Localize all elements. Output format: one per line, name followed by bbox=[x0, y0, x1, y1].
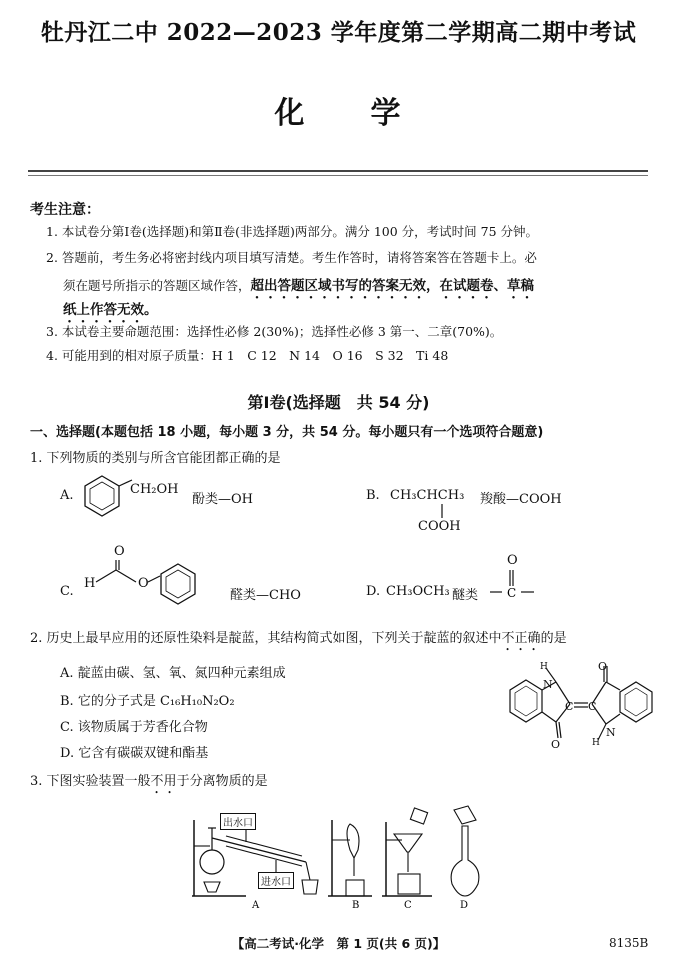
indigo-h-top: H bbox=[540, 662, 548, 672]
q2-option-c: C. 该物质属于芳香化合物 bbox=[60, 720, 208, 735]
indigo-structure bbox=[508, 660, 658, 760]
q1-option-a-label: A. bbox=[60, 488, 74, 503]
carbonyl-structure bbox=[488, 566, 538, 600]
q1-option-c-o-mid: O bbox=[138, 576, 149, 591]
q1-option-c-o-top: O bbox=[114, 544, 125, 559]
q2-option-b: B. 它的分子式是 C₁₆H₁₀N₂O₂ bbox=[60, 694, 235, 709]
q1-option-a-class: 酚类—OH bbox=[192, 492, 253, 507]
notice-item-3: 3. 本试卷主要命题范围：选择性必修 2(30%)；选择性必修 3 第一、二章(70%)。 bbox=[46, 324, 503, 339]
indigo-n-top: N bbox=[543, 678, 553, 691]
q1-option-b-label: B. bbox=[366, 488, 380, 503]
q1-option-b-formula: CH₃CHCH₃ bbox=[390, 488, 465, 503]
q2-option-d: D. 它含有碳碳双键和酯基 bbox=[60, 746, 209, 761]
q1-option-b-class: 羧酸—COOH bbox=[480, 492, 562, 507]
q1-option-d-formula: CH₃OCH₃ bbox=[386, 584, 450, 599]
benzene-ring-a bbox=[82, 472, 142, 522]
q1-option-b-substituent: COOH bbox=[418, 519, 461, 534]
svg-text:D: D bbox=[460, 900, 469, 911]
q2-option-a: A. 靛蓝由碳、氢、氧、氮四种元素组成 bbox=[60, 666, 286, 681]
q1-option-b-bond bbox=[440, 504, 444, 520]
notice-item-4: 4. 可能用到的相对原子质量：H 1 C 12 N 14 O 16 S 32 Ti 48 bbox=[46, 348, 449, 363]
indigo-c-left: C bbox=[565, 700, 574, 713]
svg-text:A: A bbox=[252, 900, 260, 911]
water-inlet-label: 进水口 bbox=[258, 872, 294, 889]
q1-option-a-formula: CH₂OH bbox=[130, 482, 179, 497]
notice-item-2-emphasis: 超出答题区域书写的答案无效，在试题卷、草稿 bbox=[250, 278, 535, 294]
q3-stem-pre: 3. 下图实验装置一般 bbox=[30, 774, 151, 789]
exam-code: 8135B bbox=[609, 936, 649, 950]
svg-text:C: C bbox=[404, 900, 412, 911]
q1-option-d-label: D. bbox=[366, 584, 381, 599]
q2-stem-pre: 2. 历史上最早应用的还原性染料是靛蓝，其结构简式如图，下列关于靛蓝的叙述中 bbox=[30, 631, 502, 646]
q1-option-d-o: O bbox=[507, 553, 518, 568]
indigo-o-top: O bbox=[598, 660, 608, 673]
notice-item-1: 1. 本试卷分第Ⅰ卷(选择题)和第Ⅱ卷(非选择题)两部分。满分 100 分，考试时间 75 分钟。 bbox=[46, 224, 538, 239]
q3-stem-post: 于分离物质的是 bbox=[176, 774, 268, 789]
q1-stem: 1. 下列物质的类别与所含官能团都正确的是 bbox=[30, 451, 281, 466]
q1-option-c-class: 醛类—CHO bbox=[230, 588, 301, 603]
notice-item-2-cont-text: 须在题号所指示的答题区域作答， bbox=[63, 278, 251, 293]
notice-title: 考生注意： bbox=[30, 202, 100, 218]
indigo-o-bottom: O bbox=[551, 738, 561, 751]
header-rule-thin bbox=[28, 175, 648, 176]
q2-stem bbox=[30, 627, 567, 654]
indigo-c-right: C bbox=[588, 700, 597, 713]
svg-text:C: C bbox=[507, 586, 517, 600]
svg-text:B: B bbox=[352, 900, 360, 911]
q1-option-c-h: H bbox=[84, 576, 96, 591]
q3-stem-emphasis: 不用 bbox=[150, 774, 177, 789]
indigo-n-bottom: N bbox=[606, 726, 616, 739]
q2-stem-post: 的是 bbox=[540, 631, 567, 646]
water-outlet-label: 出水口 bbox=[220, 813, 256, 830]
q3-stem bbox=[30, 770, 268, 797]
q1-option-d-class: 醚类 bbox=[452, 588, 479, 603]
part-instructions: 一、选择题(本题包括 18 小题，每小题 3 分，共 54 分。每小题只有一个选项符合题意) bbox=[30, 425, 544, 440]
q1-option-c-label: C. bbox=[60, 584, 74, 599]
notice-item-2: 2. 答题前，考生务必将密封线内项目填写清楚。考生作答时，请将答案答在答题卡上。必 bbox=[46, 250, 537, 265]
page-footer: 【高二考试·化学 第 1 页(共 6 页)】 bbox=[231, 936, 446, 951]
section-title: 第Ⅰ卷(选择题 共 54 分) bbox=[247, 393, 430, 412]
exam-title: 牡丹江二中 2022—2023 学年度第二学期高二期中考试 bbox=[40, 19, 637, 46]
notice-item-2-emphasis-end: 纸上作答无效。 bbox=[63, 302, 158, 318]
header-rule bbox=[28, 170, 648, 172]
indigo-h-bottom: H bbox=[592, 738, 600, 748]
q2-stem-emphasis: 不正确 bbox=[501, 631, 541, 646]
subject-title: 化 学 bbox=[274, 96, 403, 131]
formate-ester-structure bbox=[94, 556, 204, 606]
